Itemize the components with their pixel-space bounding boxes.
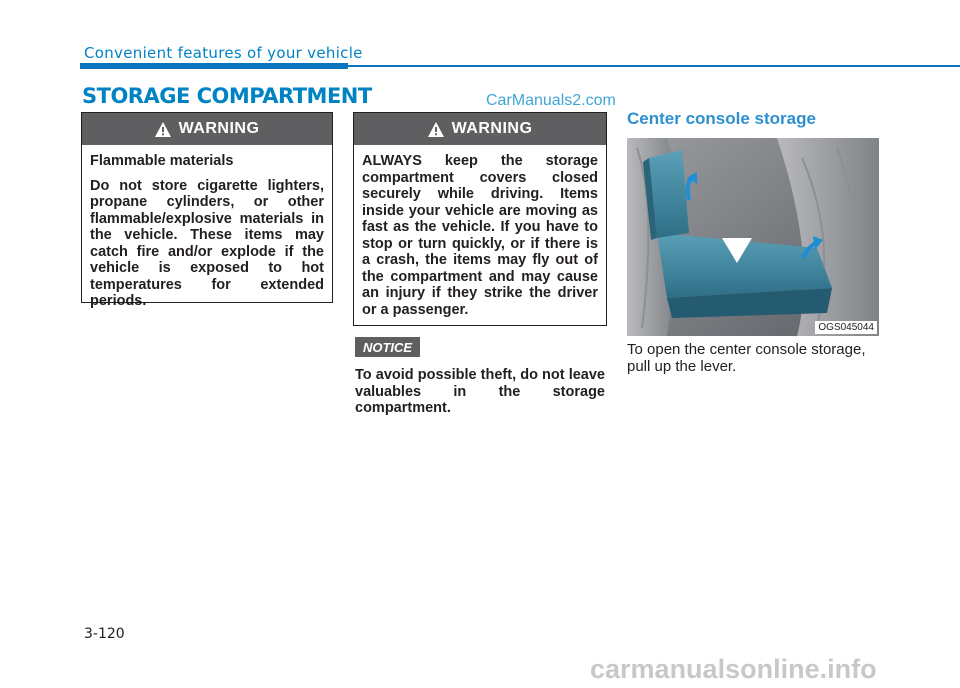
warning-header: [82, 113, 332, 145]
section-title: Convenient features of your vehicle: [84, 44, 363, 62]
notice-badge: NOTICE: [355, 337, 420, 357]
console-illustration: [627, 138, 879, 336]
header-rule-thick: [80, 63, 348, 69]
center-console-heading: Center console storage: [627, 109, 816, 128]
page-heading: STORAGE COMPARTMENT: [82, 84, 372, 108]
center-console-photo: [627, 138, 879, 336]
page-number: 3-120: [84, 626, 125, 642]
image-code: OGS045044: [815, 321, 877, 334]
header-rule-thin: [348, 65, 960, 67]
warning-box-storage-covers: [353, 112, 607, 326]
watermark-top[interactable]: CarManuals2.com: [486, 92, 616, 109]
warning-body: [82, 145, 332, 318]
warning-text: Do not store cigarette lighters, propane cylinders, or other flammable/explosive materials in the vehicle. These items may catch fire and/or explode if the vehicle is exposed to hot temperatures for extended periods.: [90, 177, 324, 309]
warning-header: [354, 113, 606, 145]
notice-text: To avoid possible theft, do not leave valuables in the storage compartment.: [355, 367, 605, 416]
warning-text: ALWAYS keep the storage compartment covers closed securely while driving. Items inside your vehicle are moving as fast as the vehicle. If you have to stop or turn quickly, or if there is a crash, the items may fly out of the compartment and may cause an injury if they strike the driver or a passenger.: [362, 153, 598, 318]
watermark-bottom[interactable]: carmanualsonline.info: [590, 654, 877, 684]
warning-triangle-icon: [428, 122, 444, 137]
center-console-instructions: To open the center console storage, pull up the lever.: [627, 341, 866, 375]
warning-box-flammable: [81, 112, 333, 309]
warning-body: [354, 145, 606, 326]
warning-label: WARNING: [451, 120, 533, 137]
warning-triangle-icon: [155, 122, 171, 137]
warning-subtitle: Flammable materials: [90, 153, 234, 169]
warning-label: WARNING: [178, 120, 260, 137]
